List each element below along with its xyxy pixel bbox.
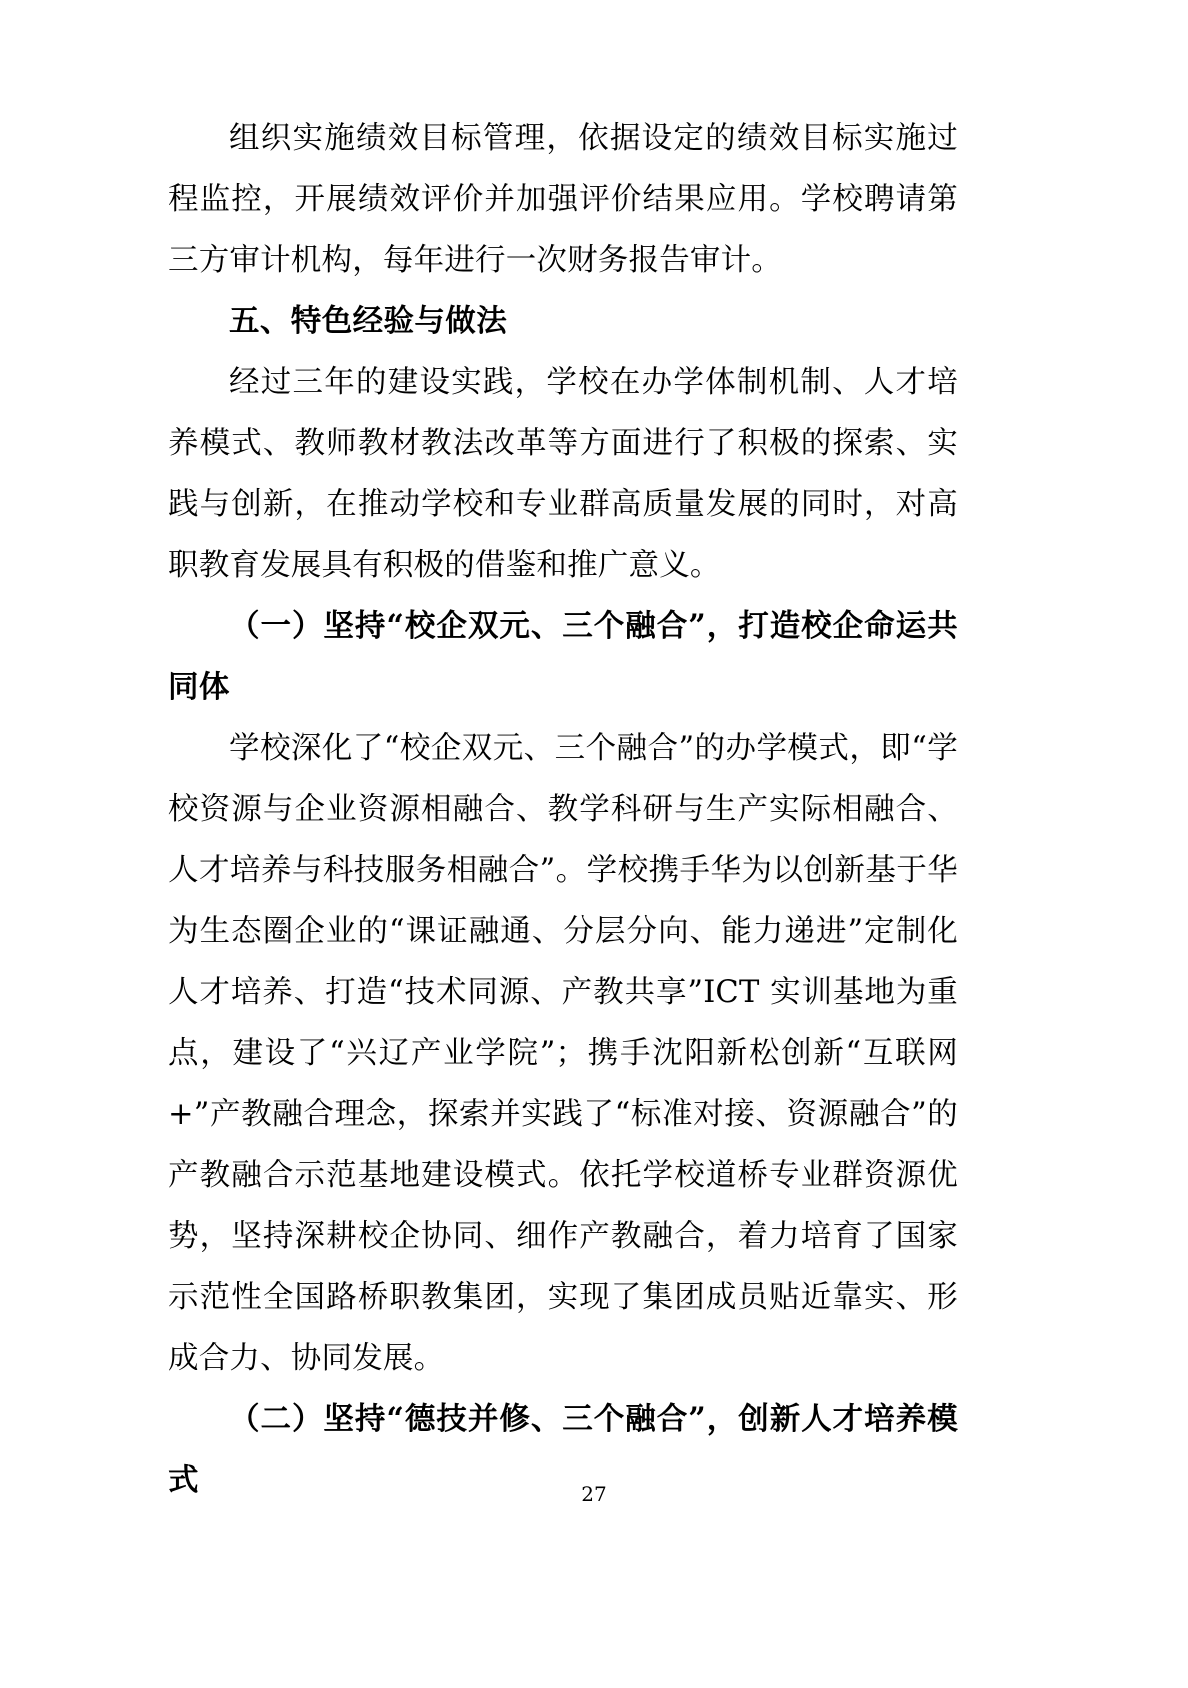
subsection-heading-two: （二）坚持“德技并修、三个融合”，创新人才培养模式 bbox=[168, 1401, 958, 1498]
paragraph-performance-management: 组织实施绩效目标管理，依据设定的绩效目标实施过程监控，开展绩效评价并加强评价结果应用。学校聘请第三方审计机构，每年进行一次财务报告审计。 bbox=[168, 121, 958, 278]
page-number: 27 bbox=[581, 1482, 607, 1506]
page-content bbox=[168, 108, 958, 1511]
subsection-heading-one: （一）坚持“校企双元、三个融合”，打造校企命运共同体 bbox=[168, 608, 958, 705]
paragraph-school-enterprise-model: 学校深化了“校企双元、三个融合”的办学模式，即“学校资源与企业资源相融合、教学科研与生产实际相融合、人才培养与科技服务相融合”。学校携手华为以创新基于华为生态圈企业的“课证融通、分层分向、能力递进”定制化人才培养、打造“技术同源、产教共享”ICT 实训基地为重点，建设了“兴辽产业学院”；携手沈阳新松创新“互联网+”产教融合理念，探索并实践了“标准对接、资源融合”的产教融合示范基地建设模式。依托学校道桥专业群资源优势，坚持深耕校企协同、细作产教融合，着力培育了国家示范性全国路桥职教集团，实现了集团成员贴近靠实、形成合力、协同发展。 bbox=[168, 731, 958, 1376]
section-heading-five: 五、特色经验与做法 bbox=[229, 303, 508, 339]
paragraph-three-year-practice: 经过三年的建设实践，学校在办学体制机制、人才培养模式、教师教材教法改革等方面进行了积极的探索、实践与创新，在推动学校和专业群高质量发展的同时，对高职教育发展具有积极的借鉴和推广意义。 bbox=[168, 365, 958, 583]
